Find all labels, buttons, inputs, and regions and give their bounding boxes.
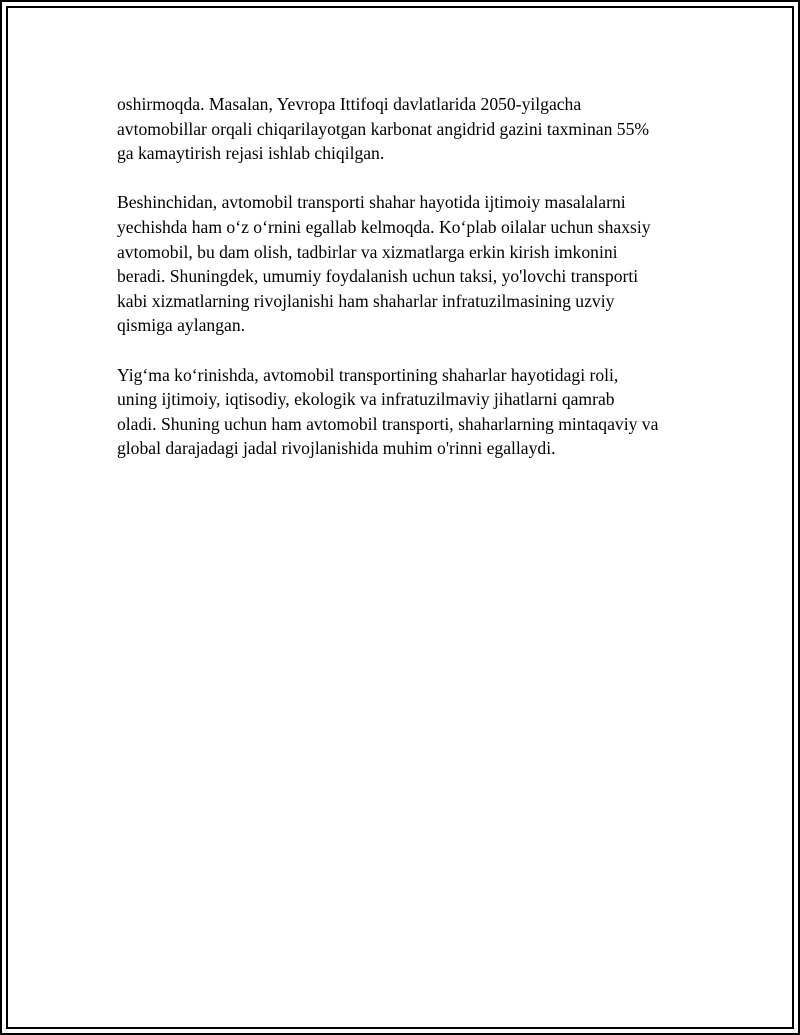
paragraph-emissions: oshirmoqda. Masalan, Yevropa Ittifoqi davlatlarida 2050-yilgacha avtomobillar orqali chiqarilayotgan karbonat angidrid gazini taxminan 55% ga kamaytirish rejasi ishlab chiqilgan. <box>117 94 650 164</box>
paragraph-social-role: Beshinchidan, avtomobil transporti shahar hayotida ijtimoiy masalalarni yechishda ham o‘z o‘rnini egallab kelmoqda. Ko‘plab oilalar uchun shaxsiy avtomobil, bu dam olish, tadbirlar va xizmatlarga erkin kirish imkonini beradi. Shuningdek, umumiy foydalanish uchun taksi, yo'lovchi transporti kabi xizmatlarning rivojlanishi ham shaharlar infratuzilmasining uzviy qismiga aylangan. <box>117 192 651 336</box>
document-body <box>117 92 697 486</box>
paragraph-conclusion: Yig‘ma ko‘rinishda, avtomobil transportining shaharlar hayotidagi roli, uning ijtimoiy, iqtisodiy, ekologik va infratuzilmaviy jihatlarni qamrab oladi. Shuning uchun ham avtomobil transporti, shaharlarning mintaqaviy va global darajadagi jadal rivojlanishida muhim o'rinni egallaydi. <box>117 364 659 459</box>
